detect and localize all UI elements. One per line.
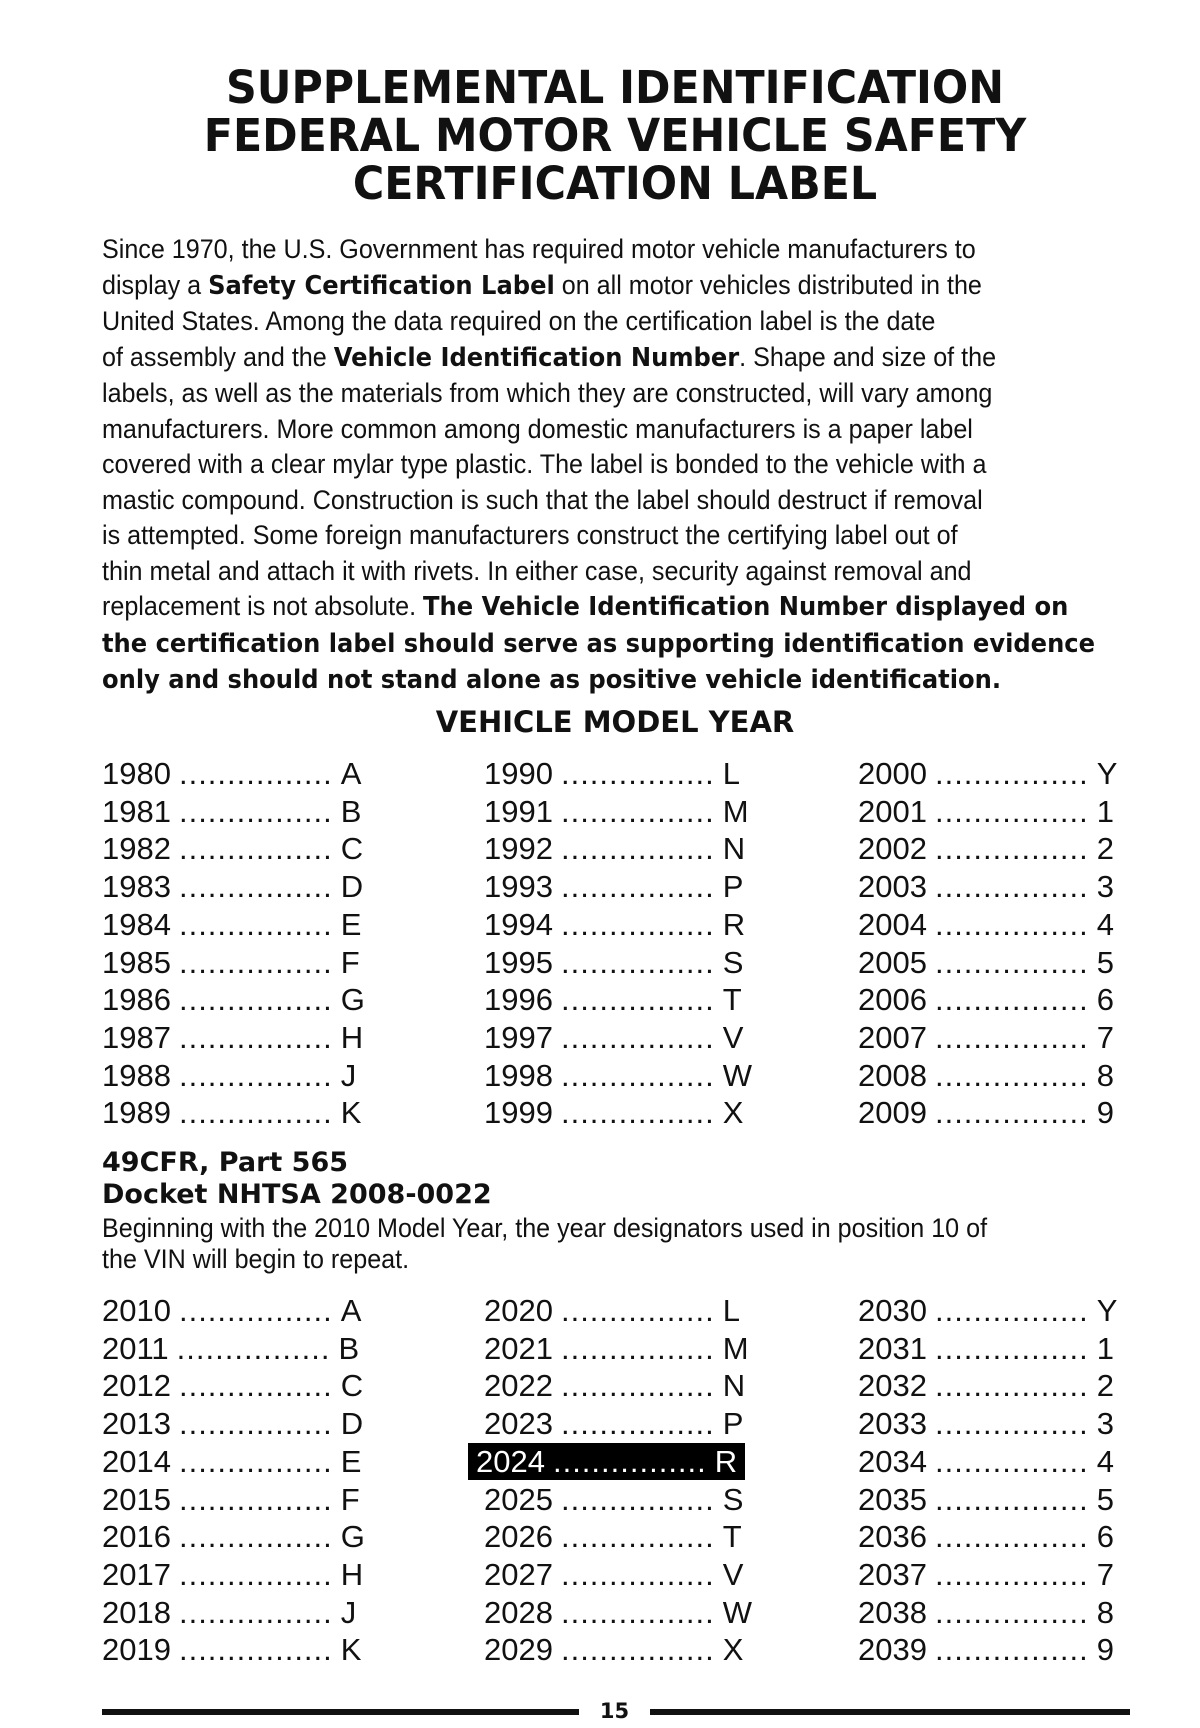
year-code-row <box>102 830 363 867</box>
dot-leader: ................ <box>560 906 715 942</box>
year-value: 1995 <box>484 944 553 980</box>
year-value: 2010 <box>102 1293 171 1328</box>
year-value: 1991 <box>484 793 553 829</box>
year-code: V <box>722 1556 744 1592</box>
year-code: 9 <box>1096 1632 1115 1668</box>
year-code: W <box>722 1594 753 1630</box>
intro-line: Since 1970, the U.S. Government has required motor vehicle manufacturers to <box>102 234 976 264</box>
year-code-row <box>858 1094 1114 1131</box>
year-value: 2002 <box>858 831 927 867</box>
intro-bold-text: Vehicle Identification Number <box>333 342 740 373</box>
year-code: 6 <box>1096 1519 1115 1555</box>
model-year-heading: VEHICLE MODEL YEAR <box>435 705 795 739</box>
year-code: 2 <box>1096 1368 1115 1404</box>
title-line-1: SUPPLEMENTAL IDENTIFICATION <box>225 61 1005 114</box>
dot-leader: ................ <box>560 1330 715 1366</box>
year-code-row <box>858 1631 1114 1668</box>
year-code: J <box>340 1594 357 1630</box>
dot-leader: ................ <box>934 1519 1089 1555</box>
year-code: 7 <box>1096 1019 1115 1055</box>
intro-bold-text: Safety Certification Label <box>208 270 555 301</box>
year-value: 2022 <box>484 1368 553 1404</box>
dot-leader: ................ <box>178 1443 333 1479</box>
year-value: 2009 <box>858 1095 927 1131</box>
year-code: R <box>722 906 746 942</box>
year-code-row <box>858 868 1114 905</box>
year-code-row <box>102 1405 363 1442</box>
dot-leader: ................ <box>178 906 333 942</box>
year-code: 8 <box>1096 1057 1115 1093</box>
dot-leader: ................ <box>934 944 1089 980</box>
dot-leader: ................ <box>560 1057 715 1093</box>
dot-leader: ................ <box>178 793 333 829</box>
year-code-row <box>484 755 740 792</box>
cfr-note <box>102 1213 1132 1275</box>
year-value: 2039 <box>858 1632 927 1668</box>
year-value: 2037 <box>858 1556 927 1592</box>
footer-rule <box>102 1709 579 1715</box>
year-code: X <box>722 1095 744 1131</box>
dot-leader: ................ <box>560 1594 715 1630</box>
year-code: A <box>340 756 362 791</box>
year-code: V <box>722 1019 744 1055</box>
year-value: 2032 <box>858 1368 927 1404</box>
year-value: 2018 <box>102 1594 171 1630</box>
cfr-note-line: the VIN will begin to repeat. <box>102 1244 410 1274</box>
intro-bold-text: The Vehicle Identification Number displayed on <box>423 592 1069 622</box>
year-value: 2003 <box>858 869 927 905</box>
intro-line: is attempted. Some foreign manufacturers construct the certifying label out of <box>102 520 958 550</box>
dot-leader: ................ <box>560 1406 715 1442</box>
year-code: C <box>340 831 364 867</box>
year-value: 1998 <box>484 1057 553 1093</box>
year-code: F <box>340 1481 360 1517</box>
dot-leader: ................ <box>934 1443 1089 1479</box>
year-code-row <box>484 906 745 943</box>
year-code: X <box>722 1632 744 1668</box>
year-value: 1994 <box>484 906 553 942</box>
year-code: 3 <box>1096 869 1115 905</box>
dot-leader: ................ <box>178 1019 333 1055</box>
year-value: 2035 <box>858 1481 927 1517</box>
dot-leader: ................ <box>560 982 715 1018</box>
year-code: K <box>340 1095 362 1131</box>
year-value: 1985 <box>102 944 171 980</box>
year-code: M <box>722 1330 749 1366</box>
year-code-row <box>858 1556 1114 1593</box>
year-code-row <box>484 944 743 981</box>
year-code: T <box>722 982 742 1018</box>
year-value: 2011 <box>102 1330 169 1366</box>
year-code: 7 <box>1096 1556 1115 1592</box>
year-code: P <box>722 869 744 905</box>
cfr-reference <box>102 1147 492 1211</box>
year-code-row <box>102 793 361 830</box>
year-code-row <box>102 1094 361 1131</box>
intro-line: mastic compound. Construction is such that the label should destruct if removal <box>102 484 983 515</box>
year-value: 1990 <box>484 756 553 791</box>
year-code: F <box>340 944 360 980</box>
year-code-row <box>484 1631 743 1668</box>
dot-leader: ................ <box>934 906 1089 942</box>
year-code: D <box>340 869 364 905</box>
year-code: K <box>340 1632 362 1668</box>
year-value: 2005 <box>858 944 927 980</box>
intro-line: covered with a clear mylar type plastic. The label is bonded to the vehicle with a <box>102 449 987 479</box>
year-value: 1996 <box>484 982 553 1018</box>
year-code-row <box>102 981 365 1018</box>
year-value: 1984 <box>102 906 171 942</box>
year-code-row <box>858 1019 1114 1056</box>
dot-leader: ................ <box>178 831 333 867</box>
year-code-row <box>858 830 1114 867</box>
year-code: 6 <box>1096 982 1115 1018</box>
year-value: 2036 <box>858 1519 927 1555</box>
year-value: 2027 <box>484 1556 553 1592</box>
year-code-row <box>484 868 743 905</box>
dot-leader: ................ <box>178 1594 333 1630</box>
year-value: 2007 <box>858 1019 927 1055</box>
dot-leader: ................ <box>934 1481 1089 1517</box>
year-code-row <box>484 830 745 867</box>
intro-line <box>102 589 1069 626</box>
year-value: 2034 <box>858 1443 927 1479</box>
dot-leader: ................ <box>178 1095 333 1131</box>
year-code: G <box>340 982 365 1018</box>
year-value: 2006 <box>858 982 927 1018</box>
cfr-note-line: Beginning with the 2010 Model Year, the year designators used in position 10 of <box>102 1213 988 1243</box>
intro-line: United States. Among the data required on the certification label is the date <box>102 306 936 336</box>
year-value: 2029 <box>484 1632 553 1668</box>
year-code: 5 <box>1096 944 1115 980</box>
year-value: 1982 <box>102 831 171 867</box>
year-code: Y <box>1096 756 1118 791</box>
year-value: 2020 <box>484 1293 553 1328</box>
title-line-2: FEDERAL MOTOR VEHICLE SAFETY <box>203 109 1027 162</box>
dot-leader: ................ <box>560 756 715 791</box>
year-value: 1980 <box>102 756 171 791</box>
intro-paragraph <box>102 232 1132 699</box>
dot-leader: ................ <box>560 831 715 867</box>
year-code: S <box>722 944 744 980</box>
page-number: 15 <box>599 1699 630 1723</box>
year-code-row <box>484 1405 743 1442</box>
dot-leader: ................ <box>560 869 715 905</box>
dot-leader: ................ <box>934 793 1089 829</box>
year-value: 2016 <box>102 1519 171 1555</box>
year-code: D <box>340 1406 364 1442</box>
year-code-row <box>102 1443 361 1480</box>
year-code-row <box>858 944 1114 981</box>
dot-leader: ................ <box>178 982 333 1018</box>
year-code-row <box>484 981 742 1018</box>
year-value: 1992 <box>484 831 553 867</box>
year-code: T <box>722 1519 742 1555</box>
year-code-row <box>484 793 749 830</box>
highlighted-year-row <box>468 1443 745 1480</box>
title-line-3: CERTIFICATION LABEL <box>352 157 878 210</box>
year-value: 1986 <box>102 982 171 1018</box>
year-value: 2038 <box>858 1594 927 1630</box>
year-code-row <box>858 1481 1114 1518</box>
year-value: 1988 <box>102 1057 171 1093</box>
year-code-row <box>102 906 361 943</box>
dot-leader: ................ <box>560 1632 715 1668</box>
dot-leader: ................ <box>934 982 1089 1018</box>
year-code-row <box>858 1292 1117 1329</box>
year-value: 2030 <box>858 1293 927 1328</box>
year-value: 2015 <box>102 1481 171 1517</box>
year-code: B <box>340 793 362 829</box>
year-code-row <box>102 868 363 905</box>
dot-leader: ................ <box>178 1057 333 1093</box>
dot-leader: ................ <box>178 944 333 980</box>
year-code: M <box>722 793 749 829</box>
dot-leader: ................ <box>560 944 715 980</box>
year-code-row <box>484 1057 752 1094</box>
dot-leader: ................ <box>934 1406 1089 1442</box>
year-value: 2008 <box>858 1057 927 1093</box>
dot-leader: ................ <box>178 1293 333 1328</box>
year-code-row <box>858 1594 1114 1631</box>
year-code: H <box>340 1019 364 1055</box>
year-code-row <box>858 1405 1114 1442</box>
year-code: 4 <box>1096 1443 1115 1479</box>
year-code: G <box>340 1519 365 1555</box>
year-code-row <box>102 755 361 792</box>
dot-leader: ................ <box>934 1330 1089 1366</box>
year-code-row <box>102 1631 361 1668</box>
year-code-row <box>484 1594 752 1631</box>
year-code-row <box>484 1481 743 1518</box>
intro-line <box>102 268 1060 305</box>
year-value: 1993 <box>484 869 553 905</box>
year-value: 2013 <box>102 1406 171 1442</box>
dot-leader: ................ <box>934 1556 1089 1592</box>
year-code: 8 <box>1096 1594 1115 1630</box>
dot-leader: ................ <box>178 869 333 905</box>
intro-line: labels, as well as the materials from which they are constructed, will vary among <box>102 378 993 408</box>
dot-leader: ................ <box>560 1019 715 1055</box>
intro-text: on all motor vehicles distributed in the <box>554 269 982 300</box>
dot-leader: ................ <box>560 1519 715 1555</box>
year-code-row <box>484 1094 743 1131</box>
year-code: L <box>722 756 741 791</box>
year-code-row <box>858 755 1117 792</box>
dot-leader: ................ <box>934 1095 1089 1131</box>
year-code: 1 <box>1096 793 1115 829</box>
dot-leader: ................ <box>934 1293 1089 1328</box>
footer-rule <box>650 1709 1130 1715</box>
year-code-row <box>102 1019 363 1056</box>
dot-leader: ................ <box>178 1519 333 1555</box>
year-code-row <box>102 1518 365 1555</box>
year-code: N <box>722 831 746 867</box>
year-code-row <box>102 1330 359 1367</box>
dot-leader: ................ <box>934 869 1089 905</box>
year-value: 2024 <box>476 1443 545 1479</box>
dot-leader: ................ <box>560 1556 715 1592</box>
intro-text: . Shape and size of the <box>739 341 997 372</box>
year-code-row <box>858 1330 1114 1367</box>
cfr-line-1: 49CFR, Part 565 <box>102 1147 349 1178</box>
year-value: 2019 <box>102 1632 171 1668</box>
year-code: R <box>714 1443 738 1479</box>
year-code-row <box>102 1057 356 1094</box>
year-code-row <box>484 1367 745 1404</box>
year-value: 1983 <box>102 869 171 905</box>
year-value: 2014 <box>102 1443 171 1479</box>
year-code-row <box>102 1292 361 1329</box>
year-code: 2 <box>1096 831 1115 867</box>
year-code-row <box>858 981 1114 1018</box>
year-code: P <box>722 1406 744 1442</box>
intro-text: replacement is not absolute. <box>102 591 424 621</box>
dot-leader: ................ <box>934 1057 1089 1093</box>
intro-text: of assembly and the <box>102 341 334 372</box>
year-value: 1981 <box>102 793 171 829</box>
dot-leader: ................ <box>178 1556 333 1592</box>
intro-bold-text: the certification label should serve as supporting identification evidence <box>102 628 1096 659</box>
year-value: 1997 <box>484 1019 553 1055</box>
intro-line: thin metal and attach it with rivets. In either case, security against removal and <box>102 555 972 586</box>
year-code: H <box>340 1556 364 1592</box>
year-code-row <box>102 944 360 981</box>
intro-bold-text: only and should not stand alone as positive vehicle identification. <box>102 665 1002 695</box>
year-code: S <box>722 1481 744 1517</box>
dot-leader: ................ <box>552 1443 707 1479</box>
year-value: 2025 <box>484 1481 553 1517</box>
dot-leader: ................ <box>178 1481 333 1517</box>
year-code: W <box>722 1057 753 1093</box>
dot-leader: ................ <box>934 1019 1089 1055</box>
dot-leader: ................ <box>178 1368 333 1404</box>
dot-leader: ................ <box>934 831 1089 867</box>
dot-leader: ................ <box>560 1368 715 1404</box>
year-value: 2023 <box>484 1406 553 1442</box>
dot-leader: ................ <box>560 1481 715 1517</box>
dot-leader: ................ <box>934 1368 1089 1404</box>
year-code: 5 <box>1096 1481 1115 1517</box>
year-code-row <box>858 1443 1114 1480</box>
year-value: 2012 <box>102 1368 171 1404</box>
year-code-row <box>484 1518 742 1555</box>
year-code-row <box>102 1594 356 1631</box>
year-code-row <box>484 1330 749 1367</box>
year-code-row <box>858 1367 1114 1404</box>
intro-line <box>102 340 1060 377</box>
year-code: L <box>722 1293 741 1328</box>
year-value: 2026 <box>484 1519 553 1555</box>
dot-leader: ................ <box>176 1330 331 1366</box>
year-code: J <box>340 1057 357 1093</box>
year-value: 2004 <box>858 906 927 942</box>
dot-leader: ................ <box>934 1594 1089 1630</box>
year-code-row <box>102 1367 363 1404</box>
dot-leader: ................ <box>560 793 715 829</box>
year-code: A <box>340 1293 362 1328</box>
year-code-row <box>858 1518 1114 1555</box>
dot-leader: ................ <box>178 1406 333 1442</box>
intro-text: display a <box>102 269 209 300</box>
year-code: N <box>722 1368 746 1404</box>
dot-leader: ................ <box>560 1293 715 1328</box>
year-value: 2017 <box>102 1556 171 1592</box>
cfr-line-2: Docket NHTSA 2008-0022 <box>102 1179 492 1210</box>
year-code-row <box>858 793 1114 830</box>
year-value: 2021 <box>484 1330 553 1366</box>
year-code: C <box>340 1368 364 1404</box>
year-value: 2000 <box>858 756 927 791</box>
year-value: 1989 <box>102 1095 171 1131</box>
year-code: Y <box>1096 1293 1118 1328</box>
year-code: 4 <box>1096 906 1115 942</box>
dot-leader: ................ <box>560 1095 715 1131</box>
year-value: 2033 <box>858 1406 927 1442</box>
year-code: E <box>340 1443 362 1479</box>
dot-leader: ................ <box>178 1632 333 1668</box>
year-code: 1 <box>1096 1330 1115 1366</box>
intro-line <box>102 662 1060 699</box>
dot-leader: ................ <box>934 1632 1089 1668</box>
year-code: 9 <box>1096 1095 1115 1131</box>
year-code-row <box>484 1556 743 1593</box>
year-code-row <box>484 1292 740 1329</box>
year-code-row <box>858 1057 1114 1094</box>
dot-leader: ................ <box>178 756 333 791</box>
year-code-row <box>858 906 1114 943</box>
intro-line: manufacturers. More common among domestic manufacturers is a paper label <box>102 413 973 444</box>
intro-line <box>102 626 1096 663</box>
year-code-row <box>102 1556 363 1593</box>
year-code-row <box>102 1481 360 1518</box>
year-code: 3 <box>1096 1406 1115 1442</box>
year-code: E <box>340 906 362 942</box>
year-value: 1999 <box>484 1095 553 1131</box>
year-value: 2001 <box>858 793 927 829</box>
year-value: 2028 <box>484 1594 553 1630</box>
year-code-row <box>484 1019 743 1056</box>
year-value: 2031 <box>858 1330 927 1366</box>
year-value: 1987 <box>102 1019 171 1055</box>
dot-leader: ................ <box>934 756 1089 791</box>
year-code: B <box>338 1330 360 1366</box>
page-title <box>126 61 1105 210</box>
